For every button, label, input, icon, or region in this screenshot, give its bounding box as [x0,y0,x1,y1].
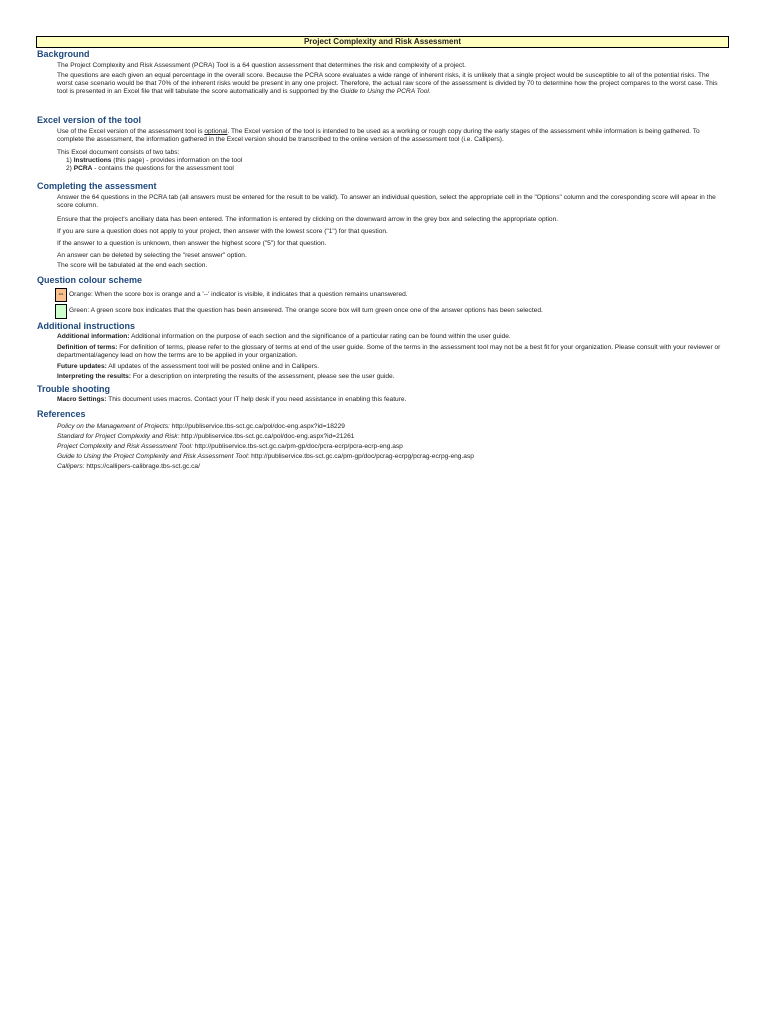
completing-line: An answer can be deleted by selecting the "reset answer" option. [57,252,247,259]
page-title: Project Complexity and Risk Assessment [36,36,729,48]
green-text: Green: A green score box indicates that the question has been answered. The orange score box will turn green once one of the answer options has been selected. [69,307,543,314]
reference-title: Project Complexity and Risk Assessment Tool: [57,443,193,450]
green-score-box [55,304,67,319]
completing-line: If the answer to a question is unknown, then answer the highest score ("5") for that question. [57,240,327,247]
orange-text: Orange: When the score box is orange and a '--' indicator is visible, it indicates that a question remains unanswered. [69,291,408,298]
additional-item [57,363,722,371]
background-p2 [57,72,722,96]
completing-heading: Completing the assessment [37,181,157,191]
tab-item [66,165,731,173]
excel-heading: Excel version of the tool [37,115,142,125]
completing-line: Ensure that the project's ancillary data has been entered. The information is entered by clicking on the downward arrow in the grey box and selecting the appropriate option. [57,216,559,223]
excel-p2: This Excel document consists of two tabs: [57,149,180,156]
completing-line: If you are sure a question does not apply to your project, then answer with the lowest score ("1") for that question. [57,228,388,235]
references-heading: References [37,409,86,419]
completing-line: Answer the 64 questions in the PCRA tab (all answers must be entered for the result to be valid). To answer an individual question, select the appropriate cell in the "Options" column and the coresponding score will apear in the score column. [57,194,716,209]
item-text: For definition of terms, please refer to the glossary of terms at end of the user guide. Some of the terms in the assessment tool may not be a best fit for your organization. Please consult with your reviewer or departmental/agency lead on how the terms are to be applied in your organization. [57,344,721,359]
background-p2-text: The questions are each given an equal percentage in the overall score. Because the PCRA score evaluates a wide range of inherent risks, it is unlikely that a single project would be susceptible to all of the potential risks. The worst case scenario would be that 70% of the inherent risks would be present in any one project. Therefore, the actual raw score of the assessment is divided by 70 to determine how the project compares to the worst case. This tool is presented in an Excel file that will tabulate the score automatically and is supported by the [57,72,718,95]
reference-item [57,443,722,451]
reference-title: Standard for Project Complexity and Risk: [57,433,180,440]
background-p2-end: . [428,88,431,95]
item-label: Definition of terms: [57,344,118,351]
background-p1: The Project Complexity and Risk Assessment (PCRA) Tool is a 64 question assessment that determines the risk and complexity of a project. [57,62,466,69]
guide-title: Guide to Using the PCRA Tool [340,88,429,95]
reference-item [57,453,722,461]
orange-score-box: -- [55,288,67,302]
reference-url[interactable]: http://publiservice.tbs-sct.gc.ca/pm-gp/doc/pcrag-ecrpg/pcrag-ecrpg-eng.asp [249,453,474,460]
item-text: All updates of the assessment tool will be posted online and in Callipers. [106,363,320,370]
reference-title: Policy on the Management of Projects: [57,423,170,430]
reference-url[interactable]: http://publiservice.tbs-sct.gc.ca/pol/doc-eng.aspx?id=18229 [169,423,345,430]
tab-num: 1) [66,157,74,164]
reference-title: Callipers: [57,463,85,470]
colour-heading: Question colour scheme [37,275,143,285]
tab-desc: - contains the questions for the assessment tool [92,165,234,172]
item-label: Interpreting the results: [57,373,132,380]
tab-desc: (this page) - provides information on the tool [111,157,243,164]
tab-name: PCRA [73,165,93,172]
reference-title: Guide to Using the Project Complexity and Risk Assessment Tool: [57,453,250,460]
reference-url[interactable]: https://callipers-calibrage.tbs-sct.gc.ca/ [84,463,200,470]
reference-item [57,463,722,471]
additional-item [57,333,722,341]
tab-num: 2) [66,165,74,172]
excel-optional: optional [204,128,228,135]
additional-item [57,344,722,360]
item-text: This document uses macros. Contact your IT help desk if you need assistance in enabling this feature. [106,396,407,403]
excel-p1-a: Use of the Excel version of the assessment tool is [57,128,205,135]
item-text: Additional information on the purpose of each section and the significance of a particular rating can be found within the user guide. [129,333,511,340]
reference-item [57,423,722,431]
tab-item [66,157,731,165]
excel-p1 [57,128,722,144]
reference-url[interactable]: http://publiservice.tbs-sct.gc.ca/pm-gp/doc/pcra-ecrp/pcra-ecrp-eng.asp [192,443,403,450]
additional-heading: Additional instructions [37,321,135,331]
excel-p1-b: . The Excel version of the tool is intended to be used as a working or rough copy during the early stages of the assessment while information is being gathered. To complete the assessment, the information gathered in the Excel version should be transcribed to the online version of the assessment tool (i.e. Callipers). [57,128,700,143]
additional-item [57,373,722,381]
background-heading: Background [37,49,90,59]
trouble-item [57,396,722,404]
completing-line: The score will be tabulated at the end each section. [57,262,208,269]
item-text: For a description on interpreting the results of the assessment, please see the user guide. [131,373,395,380]
trouble-heading: Trouble shooting [37,384,110,394]
reference-item [57,433,722,441]
reference-url[interactable]: http://publiservice.tbs-sct.gc.ca/pol/doc-eng.aspx?id=21261 [179,433,355,440]
item-label: Macro Settings: [57,396,107,403]
tab-name: Instructions [73,157,112,164]
item-label: Additional information: [57,333,130,340]
item-label: Future updates: [57,363,107,370]
